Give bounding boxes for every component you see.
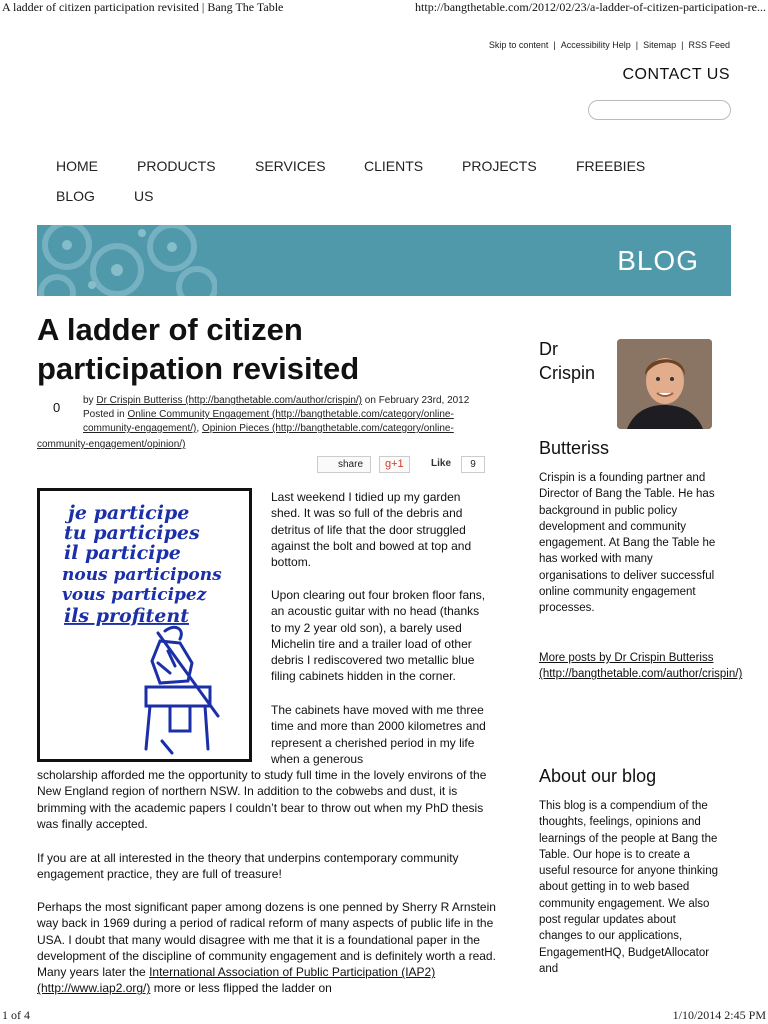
article-meta-cont [37,438,185,452]
more-posts [539,650,743,683]
print-page-url: http://bangthetable.com/2012/02/23/a-ladder-of-citizen-participation-re... [415,0,766,14]
comment-count[interactable]: 0 [53,400,61,415]
decorative-pattern [37,225,217,296]
article-image [37,488,252,762]
accessibility-help-link[interactable]: Accessibility Help [560,40,631,50]
image-line: tu participes [64,522,200,544]
image-line: nous participons [62,565,222,585]
more-posts-link[interactable]: More posts by Dr Crispin Butteriss (http://bangthetable.com/author/crispin/) [539,652,743,681]
nav-home[interactable]: HOME [56,158,98,174]
category-separator: , [196,423,200,434]
article-paragraph [37,899,497,997]
article-paragraph: scholarship afforded me the opportunity to study full time in the lovely environs of the New England region of northern NSW. In addition to the cobwebs and dust, it is brimming with the academic papers I couldn’t bear to throw out when my PhD thesis was finally accepted. [37,768,487,831]
byline-prefix: by [83,395,94,406]
nav-projects[interactable]: PROJECTS [462,158,537,174]
category-link-online-engagement[interactable]: Online Community Engagement (http://bangthetable.com/category/online-community-engagement/) [83,409,454,434]
nav-blog[interactable]: BLOG [56,188,95,204]
article-paragraph: If you are at all interested in the theory that underpins contemporary community engagement practice, they are full of treasure! [37,851,459,882]
author-link[interactable]: Dr Crispin Butteriss (http://bangthetable.com/author/crispin/) [96,395,363,406]
separator: | [635,40,639,50]
article-meta [83,394,493,436]
category-link-opinion-pieces-cont[interactable]: community-engagement/opinion/) [37,439,186,450]
like-count: 9 [461,456,485,473]
posted-in-label: Posted in [83,409,125,420]
page-number: 1 of 4 [2,1008,30,1022]
rss-feed-link[interactable]: RSS Feed [688,40,730,50]
image-line: vous participez [62,585,207,605]
post-date: on February 23rd, 2012 [364,395,470,406]
google-plus-button[interactable] [379,456,410,473]
image-line: il participe [64,542,181,564]
category-link-opinion-pieces[interactable]: Opinion Pieces (http://bangthetable.com/category/online- [201,423,454,434]
article-paragraph: Last weekend I tidied up my garden shed. It was so full of the debris and detritus of life that the door struggled against the bolt and bowed at top and bottom. [271,490,472,570]
paragraph-text: Perhaps the most significant paper among dozens is one penned by Sherry R Arnstein way back in 1969 during a period of radical reform of many aspects of public life in the USA. I doubt that many would disagree with me that it is a foundational paper in the development of the discipline of community engagement and is definitely worth a read. Many years later the [37,900,496,980]
nav-services[interactable]: SERVICES [255,158,326,174]
print-page-title: A ladder of citizen participation revisited | Bang The Table [2,0,284,14]
nav-products[interactable]: PRODUCTS [137,158,216,174]
share-button[interactable] [317,456,371,473]
search-input[interactable] [588,100,731,120]
separator: | [553,40,556,50]
gplus-label: g+1 [385,458,404,470]
nav-freebies[interactable]: FREEBIES [576,158,646,174]
author-last-name: Butteriss [539,438,610,458]
banner-label: BLOG [617,245,699,276]
about-blog-text: This blog is a compendium of the thoughts, feelings, opinions and learnings of the people at Bang the Table. Our hope is to create a useful resource for anyone thinking about getting in to web based community engagement. We also post regular updates about changes to our applications, EngagementHQ, BudgetAllocator and [539,800,718,975]
print-datetime: 1/10/2014 2:45 PM [672,1008,766,1022]
article-paragraph: The cabinets have moved with me three time and more than 2000 kilometres and represent a cherished period in my life when a generous [271,703,486,766]
sitemap-link[interactable]: Sitemap [643,40,677,50]
print-header [0,0,768,16]
separator: | [681,40,684,50]
facebook-like-button[interactable]: Like [431,458,452,469]
share-label: share [338,459,364,470]
nav-us[interactable]: US [134,188,154,204]
image-line: je participe [68,502,190,524]
about-blog-heading: About our blog [539,766,657,786]
nav-clients[interactable]: CLIENTS [364,158,424,174]
article-title: A ladder of citizen participation revisited [37,312,360,386]
author-first-name: Dr Crispin [539,339,596,383]
author-bio: Crispin is a founding partner and Director of Bang the Table. He has background in public policy development and community engagement. At Bang the Table he has worked with many organisations to deliver successful online community engagement processes. [539,472,716,615]
contact-us-link[interactable]: CONTACT US [622,66,730,83]
blog-banner [37,225,731,296]
utility-nav [489,40,730,50]
paragraph-tail: more or less flipped the ladder on [153,981,332,996]
iap2-link[interactable]: International Association of Public Participation (IAP2) (http://www.iap2.org/) [37,965,436,996]
skip-to-content-link[interactable]: Skip to content [488,40,549,50]
print-footer [0,1008,768,1024]
article-paragraph: Upon clearing out four broken floor fans, an acoustic guitar with no head (thanks to my 2 year old son), a barely used Michelin tire and a trailer load of other debris I rediscovered two metallic blue filing cabinets hidden in the corner. [271,588,486,684]
author-photo [617,339,712,429]
image-line: ils profitent [64,605,189,627]
